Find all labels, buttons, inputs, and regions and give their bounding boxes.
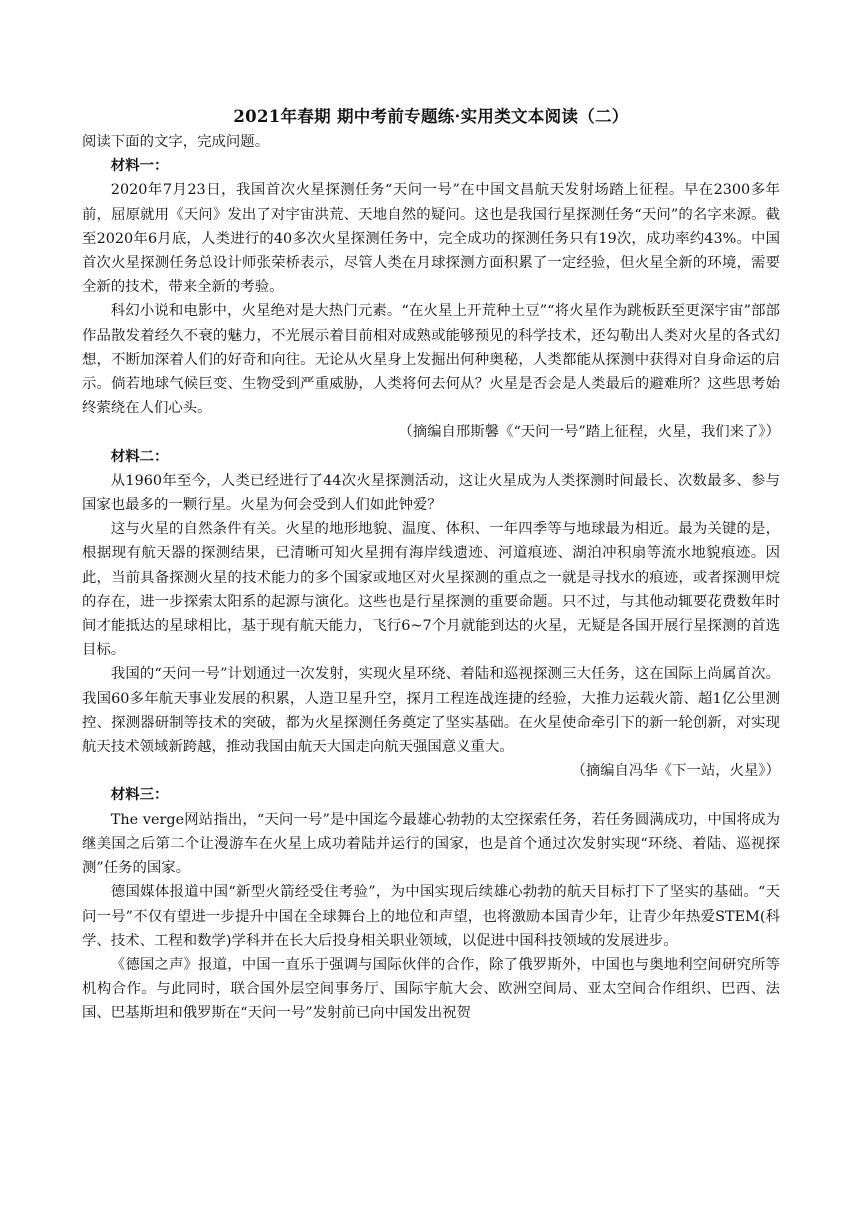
material-3-paragraph-3: 《德国之声》报道，中国一直乐于强调与国际伙伴的合作，除了俄罗斯外，中国也与奥地利空间研究所等机构合作。与此同时，联合国外层空间事务厅、国际宇航大会、欧洲空间局、亚太空间合作组织、巴西、法国、巴基斯坦和俄罗斯在“天问一号”发射前已向中国发出祝贺 — [82, 956, 780, 1022]
material-2-paragraph-1: 从1960年至今，人类已经进行了44次火星探测活动，这让火星成为人类探测时间最长、次数最多、参与国家也最多的一颗行星。火星为何会受到人们如此钟爱？ — [82, 472, 780, 514]
material-2-paragraph-2: 这与火星的自然条件有关。火星的地形地貌、温度、体积、一年四季等与地球最为相近。最为关键的是，根据现有航天器的探测结果，已清晰可知火星拥有海岸线遗迹、河道痕迹、湖泊冲积扇等流水地貌痕迹。因此，当前具备探测火星的技术能力的多个国家或地区对火星探测的重点之一就是寻找水的痕迹，或者探测甲烷的存在，进一步探索太阳系的起源与演化。这些也是行星探测的重要命题。只不过，与其他动辄要花费数年时间才能抵达的星球相比，基于现有航天能力，飞行6~7个月就能到达的火星，无疑是各国开展行星探测的首选目标。 — [82, 521, 780, 659]
material-1-paragraph-2: 科幻小说和电影中，火星绝对是大热门元素。“在火星上开荒种土豆”“将火星作为跳板跃至更深宇宙”部部作品散发着经久不衰的魅力，不光展示着目前相对成熟或能够预见的科学技术，还勾勒出人类对火星的各式幻想，不断加深着人们的好奇和向往。无论从火星身上发掘出何种奥秘，人类都能从探测中获得对自身命运的启示。倘若地球气候巨变、生物受到严重威胁，人类将何去何从？火星是否会是人类最后的避难所？这些思考始终萦绕在人们心头。 — [82, 303, 780, 417]
material-1-paragraph-1: 2020年7月23日，我国首次火星探测任务“天问一号”在中国文昌航天发射场踏上征程。早在2300多年前，屈原就用《天问》发出了对宇宙洪荒、天地自然的疑问。这也是我国行星探测任务“天问”的名字来源。截至2020年6月底，人类进行的40多次火星探测任务中，完全成功的探测任务只有19次，成功率约43%。中国首次火星探测任务总设计师张荣桥表示，尽管人类在月球探测方面积累了一定经验，但火星全新的环境，需要全新的技术，带来全新的考验。 — [82, 182, 780, 296]
document-page — [82, 104, 780, 1026]
material-2-source: （摘编自冯华《下一站，火星》） — [571, 763, 780, 780]
material-2-heading: 材料二： — [110, 447, 169, 465]
material-3-paragraph-1: The verge网站指出，“天问一号”是中国迄今最雄心勃勃的太空探索任务，若任务圆满成功，中国将成为继美国之后第二个让漫游车在火星上成功着陆并运行的国家，也是首个通过次发射实现“环绕、着陆、巡视探测”任务的国家。 — [82, 811, 780, 877]
reading-instruction: 阅读下面的文字，完成问题。 — [82, 134, 270, 150]
material-2-paragraph-3: 我国的“天问一号”计划通过一次发射，实现火星环绕、着陆和巡视探测三大任务，这在国际上尚属首次。我国60多年航天事业发展的积累，人造卫星升空，探月工程连战连捷的经验，大推力运载火箭、超1亿公里测控、探测器研制等技术的突破，都为火星探测任务奠定了坚实基础。在火星使命牵引下的新一轮创新，对实现航天技术领域新跨越，推动我国由航天大国走向航天强国意义重大。 — [82, 666, 780, 756]
material-1-source: （摘编自邢斯馨《“天问一号”踏上征程，火星，我们来了》） — [398, 424, 780, 441]
document-title: 2021年春期 期中考前专题练·实用类文本阅读（二） — [233, 107, 629, 126]
material-3-heading: 材料三： — [110, 786, 169, 804]
material-3-paragraph-2: 德国媒体报道中国“新型火箭经受住考验”，为中国实现后续雄心勃勃的航天目标打下了坚实的基础。“天问一号”不仅有望进一步提升中国在全球舞台上的地位和声望，也将激励本国青少年，让青少年热爱STEM(科学、技术、工程和数学)学科并在长大后投身相关职业领域，以促进中国科技领域的发展进步。 — [82, 884, 780, 949]
material-1-heading: 材料一： — [110, 157, 169, 175]
